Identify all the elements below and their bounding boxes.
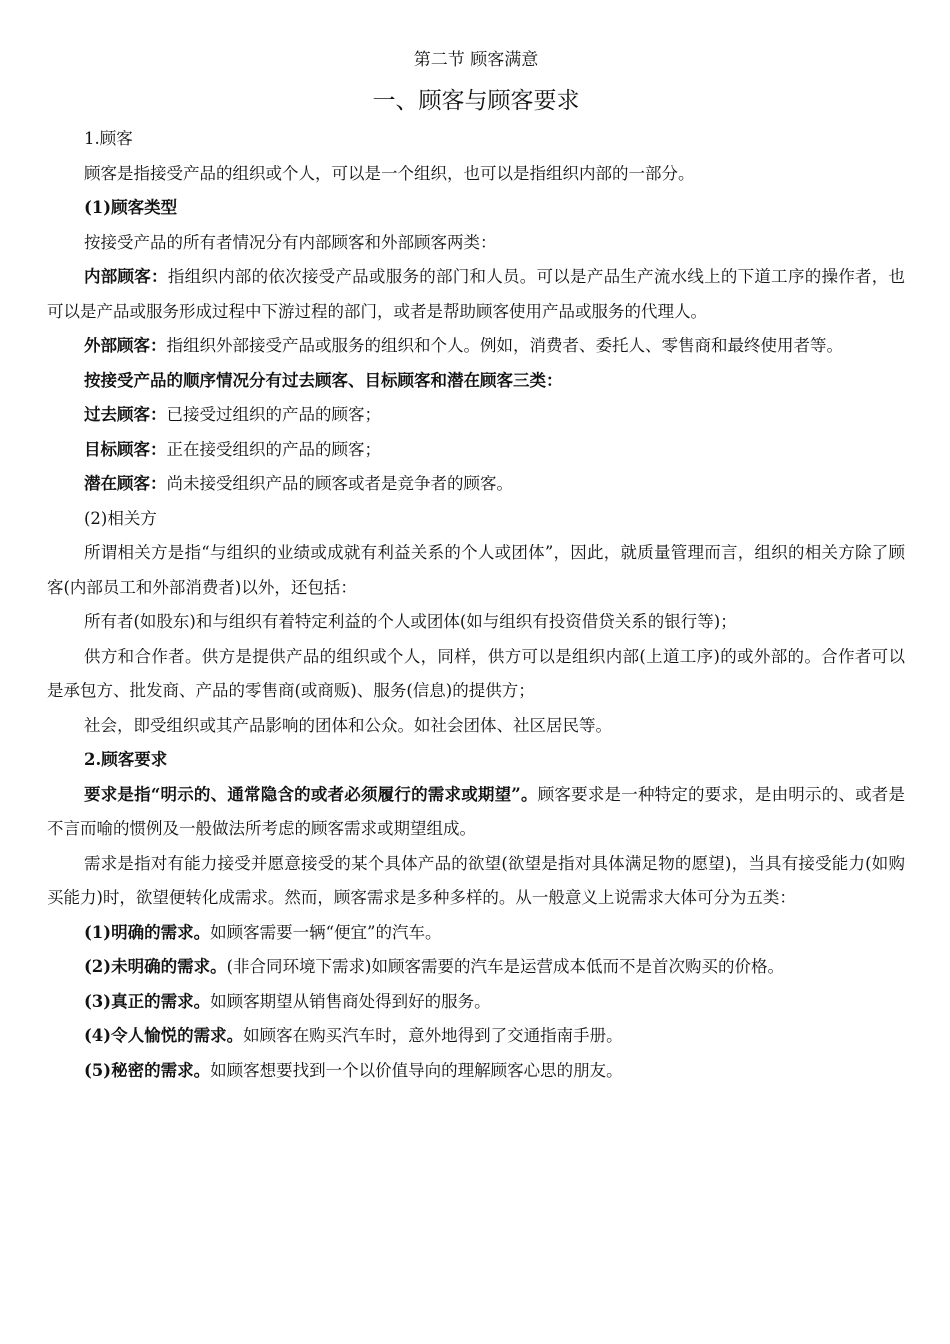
list-item-need-1 [47,916,905,951]
heading-stakeholders: (2)相关方 [84,508,157,528]
paragraph-external-customer [47,329,905,364]
heading-customer-requirements: 2.顾客要求 [84,750,168,769]
label-requirement-definition: 要求是指“明示的、通常隐含的或者必须履行的需求或期望”。 [84,784,538,804]
heading-customer-types: (1)顾客类型 [84,198,178,217]
paragraph-target-customer [47,433,905,468]
paragraph-stakeholder-definition: 所谓相关方是指“与组织的业绩或成就有利益关系的个人或团体”，因此，就质量管理而言，组织的相关方除了顾客(内部员工和外部消费者)以外，还包括： [47,543,905,597]
label-external-customer: 外部顾客： [84,336,167,355]
paragraph-potential-customer [47,467,905,502]
paragraph-owner-classification: 按接受产品的所有者情况分有内部顾客和外部顾客两类： [84,232,497,252]
text-need-4: 如顾客在购买汽车时，意外地得到了交通指南手册。 [243,1026,623,1045]
paragraph-order-classification: 按接受产品的顺序情况分有过去顾客、目标顾客和潜在顾客三类： [84,370,563,390]
label-potential-customer: 潜在顾客： [84,474,167,493]
label-need-5: (5)秘密的需求。 [84,1060,211,1080]
paragraph-internal-customer [47,260,905,329]
paragraph-society: 社会，即受组织或其产品影响的团体和公众。如社会团体、社区居民等。 [84,715,612,735]
text-external-customer: 指组织外部接受产品或服务的组织和个人。例如，消费者、委托人、零售商和最终使用者等。 [166,336,843,355]
label-need-2: (2)未明确的需求。 [84,957,227,976]
label-target-customer: 目标顾客： [84,439,167,459]
document-page [47,48,905,1088]
label-need-1: (1)明确的需求。 [84,922,211,942]
list-item-need-3 [47,985,905,1020]
label-past-customer: 过去顾客： [84,405,167,424]
list-item-need-2 [47,950,905,985]
label-need-4: (4)令人愉悦的需求。 [84,1026,244,1045]
text-internal-customer: 指组织内部的依次接受产品或服务的部门和人员。可以是产品生产流水线上的下道工序的操作者，也可以是产品或服务形成过程中下游过程的部门，或者是帮助顾客使用产品或服务的代理人。 [47,267,906,321]
main-heading: 一、顾客与顾客要求 [372,88,580,114]
list-item-need-5 [47,1054,905,1089]
label-need-3: (3)真正的需求。 [84,991,211,1011]
label-internal-customer: 内部顾客： [84,267,168,286]
text-past-customer: 已接受过组织的产品的顾客； [166,405,381,424]
heading-customer: 1.顾客 [84,129,133,148]
text-target-customer: 正在接受组织的产品的顾客； [166,439,381,459]
text-potential-customer: 尚未接受组织产品的顾客或者是竞争者的顾客。 [166,474,513,493]
text-need-2: (非合同环境下需求)如顾客需要的汽车是运营成本低而不是首次购买的价格。 [226,957,784,976]
text-requirement-definition: 顾客要求是一种特定的要求，是由明示的、或者是不言而喻的惯例及一般做法所考虑的顾客需求或期望组成。 [47,784,906,838]
section-title: 第二节 顾客满意 [413,50,539,70]
text-need-5: 如顾客想要找到一个以价值导向的理解顾客心思的朋友。 [210,1060,623,1080]
paragraph-requirement-definition [47,778,905,847]
paragraph-past-customer [47,398,905,433]
text-need-3: 如顾客期望从销售商处得到好的服务。 [210,991,491,1011]
paragraph-needs-definition: 需求是指对有能力接受并愿意接受的某个具体产品的欲望(欲望是指对具体满足物的愿望)，当具有接受能力(如购买能力)时，欲望便转化成需求。然而，顾客需求是多种多样的。从一般意义上说需求大体可分为五类： [47,853,905,907]
text-need-1: 如顾客需要一辆“便宜”的汽车。 [210,922,442,942]
paragraph-owners: 所有者(如股东)和与组织有着特定利益的个人或团体(如与组织有投资借贷关系的银行等)； [84,612,737,631]
list-item-need-4 [47,1019,905,1054]
paragraph-suppliers-partners: 供方和合作者。供方是提供产品的组织或个人，同样，供方可以是组织内部(上道工序)的或外部的。合作者可以是承包方、批发商、产品的零售商(或商贩)、服务(信息)的提供方； [47,646,905,700]
paragraph-customer-definition: 顾客是指接受产品的组织或个人，可以是一个组织，也可以是指组织内部的一部分。 [84,163,695,183]
